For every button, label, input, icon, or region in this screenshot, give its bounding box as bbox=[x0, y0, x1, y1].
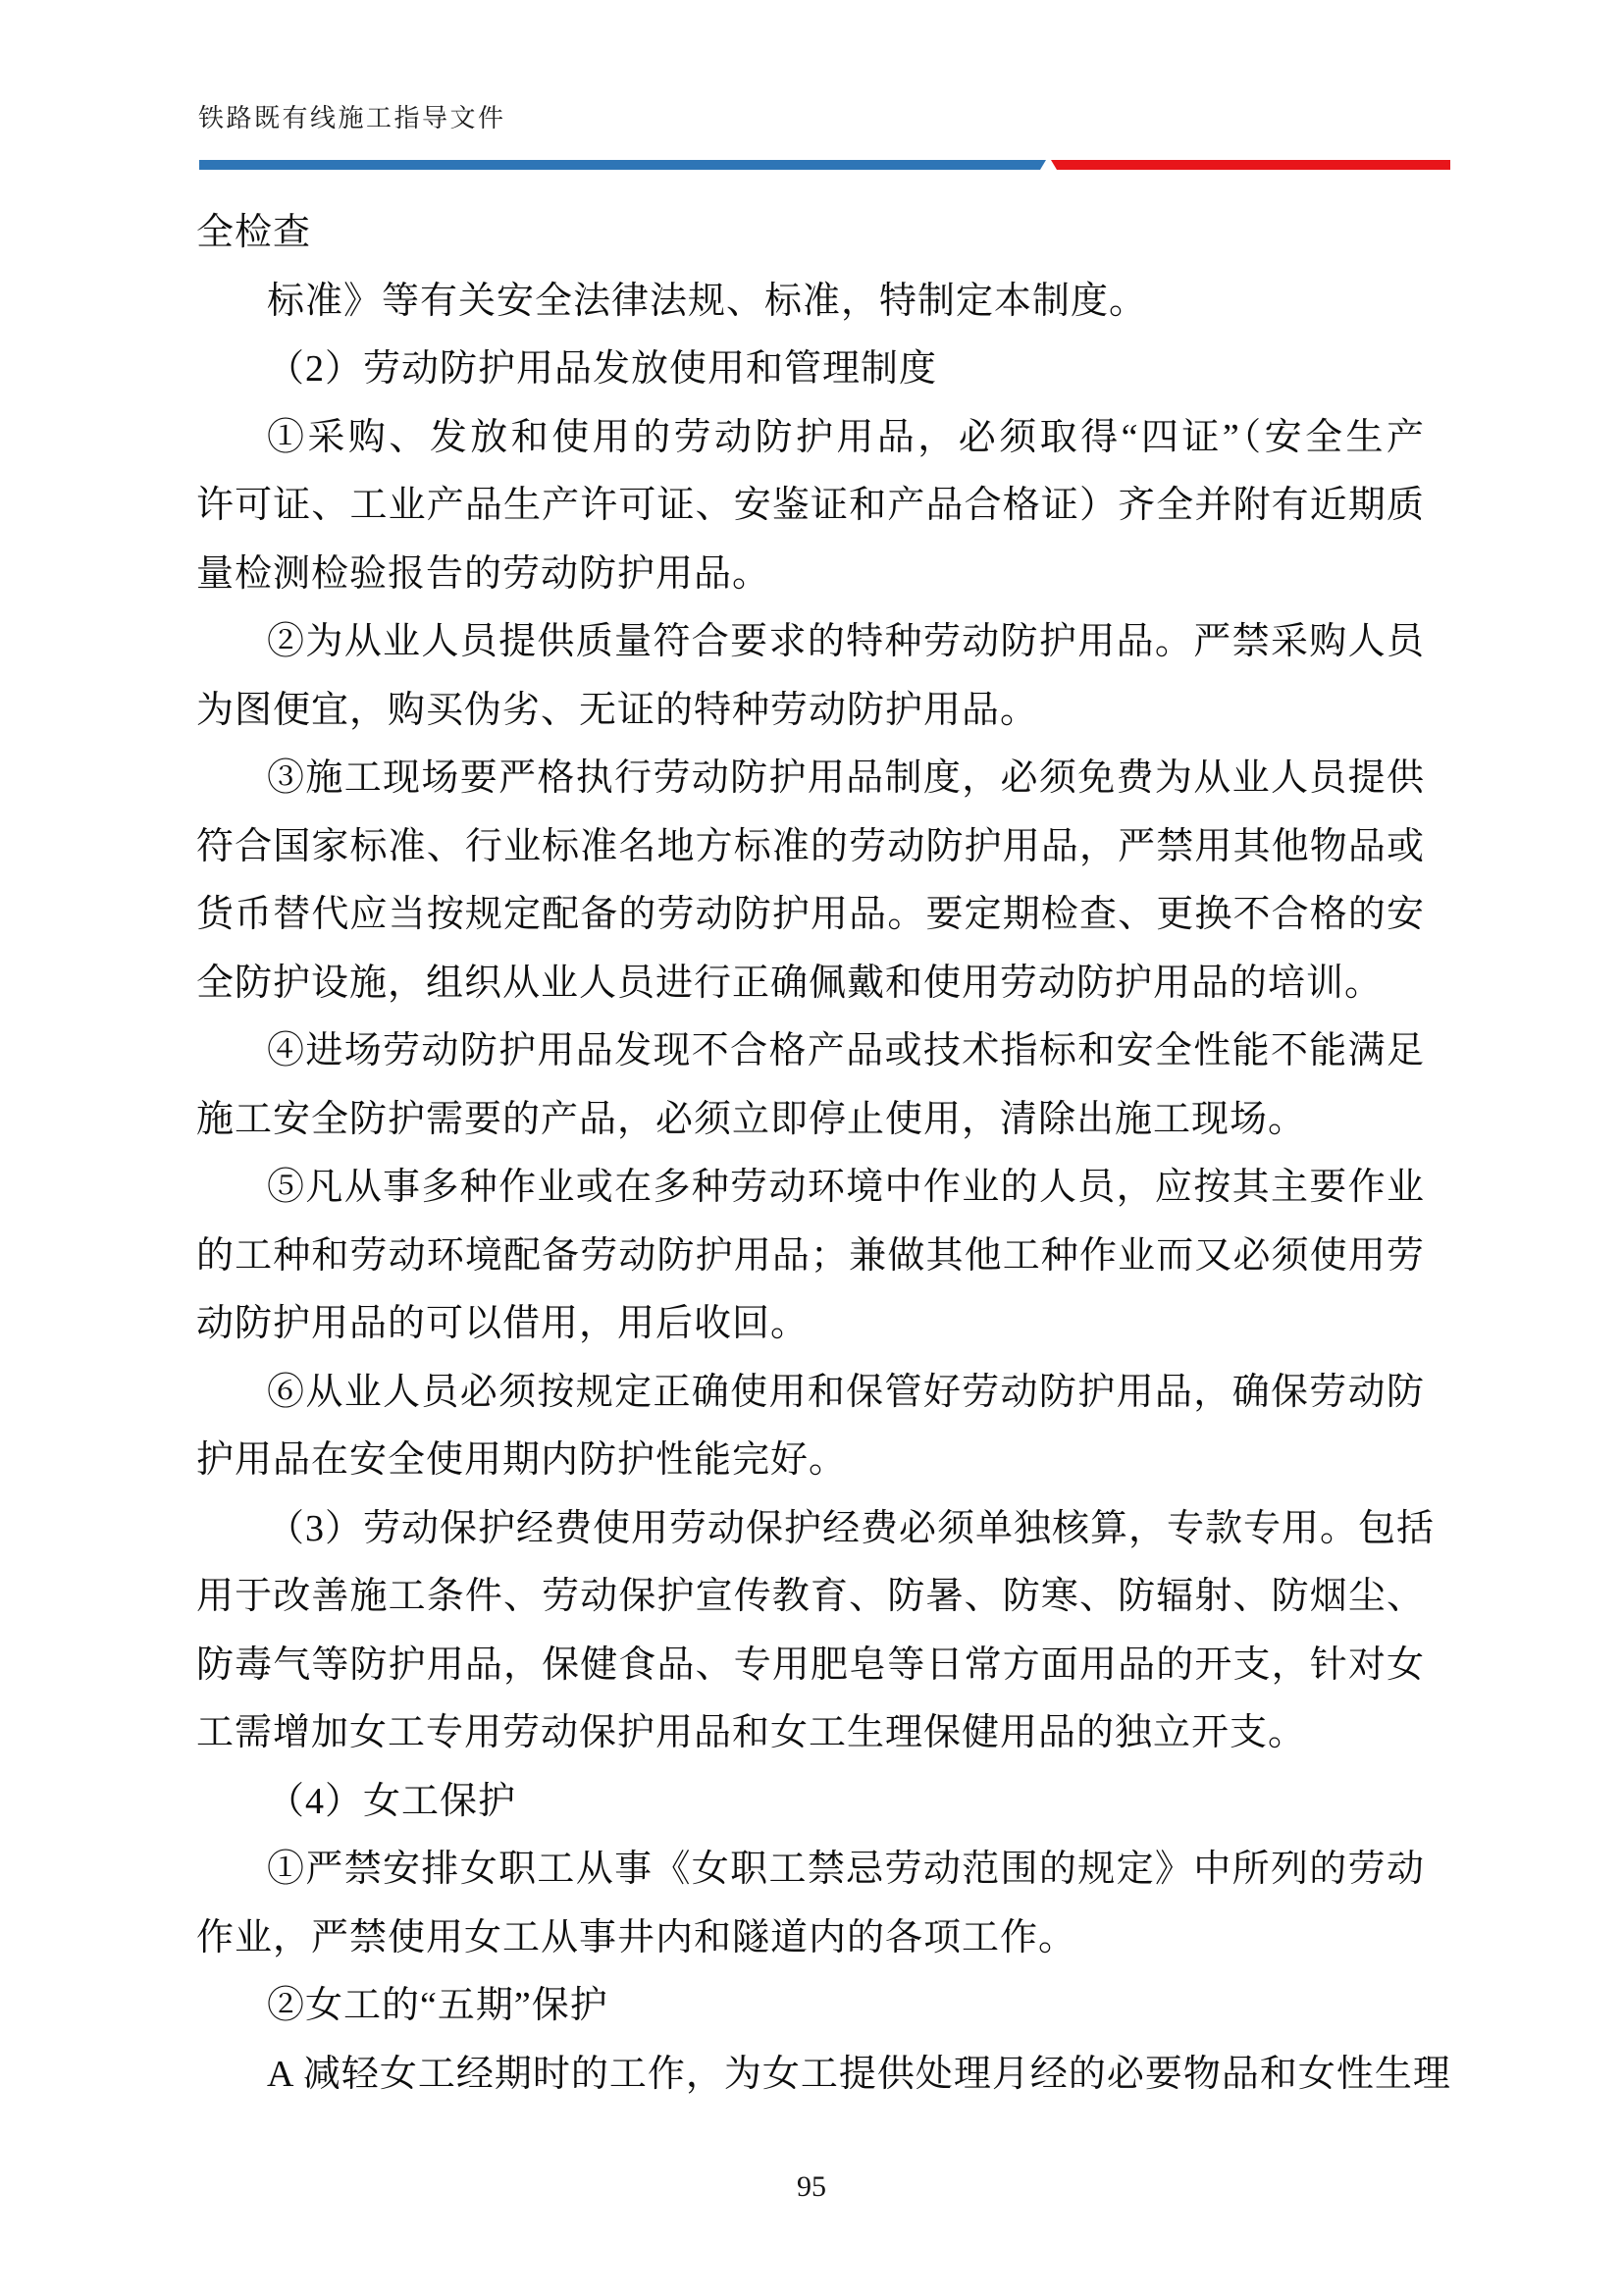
body-line: 为图便宜，购买伪劣、无证的特种劳动防护用品。 bbox=[196, 689, 1039, 731]
body-line: 防毒气等防护用品，保健食品、专用肥皂等日常方面用品的开支，针对女 bbox=[196, 1644, 1425, 1686]
document-body bbox=[196, 199, 1451, 2109]
body-line: 全检查 bbox=[196, 212, 312, 253]
body-line: ②女工的“五期”保护 bbox=[267, 1985, 608, 2026]
body-line: 符合国家标准、行业标准名地方标准的劳动防护用品，严禁用其他物品或 bbox=[196, 825, 1425, 867]
body-line: ①严禁安排女职工从事《女职工禁忌劳动范围的规定》中所列的劳动 bbox=[267, 1849, 1425, 1890]
body-line: A 减轻女工经期时的工作，为女工提供处理月经的必要物品和女性生理 bbox=[267, 2053, 1451, 2095]
header-rule-blue-segment bbox=[199, 160, 1046, 170]
header-rule-red-segment bbox=[1051, 160, 1450, 170]
body-line: 护用品在安全使用期内防护性能完好。 bbox=[196, 1439, 848, 1481]
body-line: 动防护用品的可以借用，用后收回。 bbox=[196, 1303, 810, 1344]
header-rule bbox=[0, 160, 1623, 170]
body-line: ⑥从业人员必须按规定正确使用和保管好劳动防护用品，确保劳动防 bbox=[267, 1371, 1425, 1413]
body-line: ②为从业人员提供质量符合要求的特种劳动防护用品。严禁采购人员 bbox=[267, 621, 1425, 662]
body-line: （4）女工保护 bbox=[267, 1780, 517, 1822]
body-line: （3）劳动保护经费使用劳动保护经费必须单独核算，专款专用。包括 bbox=[267, 1507, 1436, 1549]
body-line: 用于改善施工条件、劳动保护宣传教育、防暑、防寒、防辐射、防烟尘、 bbox=[196, 1576, 1425, 1617]
body-line: ⑤凡从事多种作业或在多种劳动环境中作业的人员，应按其主要作业 bbox=[267, 1167, 1425, 1208]
body-line: 量检测检验报告的劳动防护用品。 bbox=[196, 552, 771, 595]
page-number: 95 bbox=[797, 2170, 826, 2203]
body-line: ③施工现场要严格执行劳动防护用品制度，必须免费为从业人员提供 bbox=[267, 757, 1425, 799]
body-line: 工需增加女工专用劳动保护用品和女工生理保健用品的独立开支。 bbox=[196, 1712, 1307, 1753]
body-line: 的工种和劳动环境配备劳动防护用品；兼做其他工种作业而又必须使用劳 bbox=[196, 1234, 1425, 1277]
body-line: 施工安全防护需要的产品，必须立即停止使用，清除出施工现场。 bbox=[196, 1098, 1307, 1140]
body-line: 全防护设施，组织从业人员进行正确佩戴和使用劳动防护用品的培训。 bbox=[196, 962, 1384, 1004]
body-line: 许可证、工业产品生产许可证、安鉴证和产品合格证）齐全并附有近期质 bbox=[196, 485, 1425, 526]
body-line: 作业，严禁使用女工从事井内和隧道内的各项工作。 bbox=[196, 1916, 1077, 1958]
body-line: ①采购、发放和使用的劳动防护用品，必须取得“四证”（安全生产 bbox=[267, 416, 1425, 458]
page-header-title: 铁路既有线施工指导文件 bbox=[198, 104, 506, 132]
body-line: 标准》等有关安全法律法规、标准，特制定本制度。 bbox=[267, 280, 1148, 322]
body-line: ④进场劳动防护用品发现不合格产品或技术指标和安全性能不能满足 bbox=[267, 1030, 1425, 1071]
body-line: （2）劳动防护用品发放使用和管理制度 bbox=[267, 348, 938, 390]
body-line: 货币替代应当按规定配备的劳动防护用品。要定期检查、更换不合格的安 bbox=[196, 894, 1425, 935]
